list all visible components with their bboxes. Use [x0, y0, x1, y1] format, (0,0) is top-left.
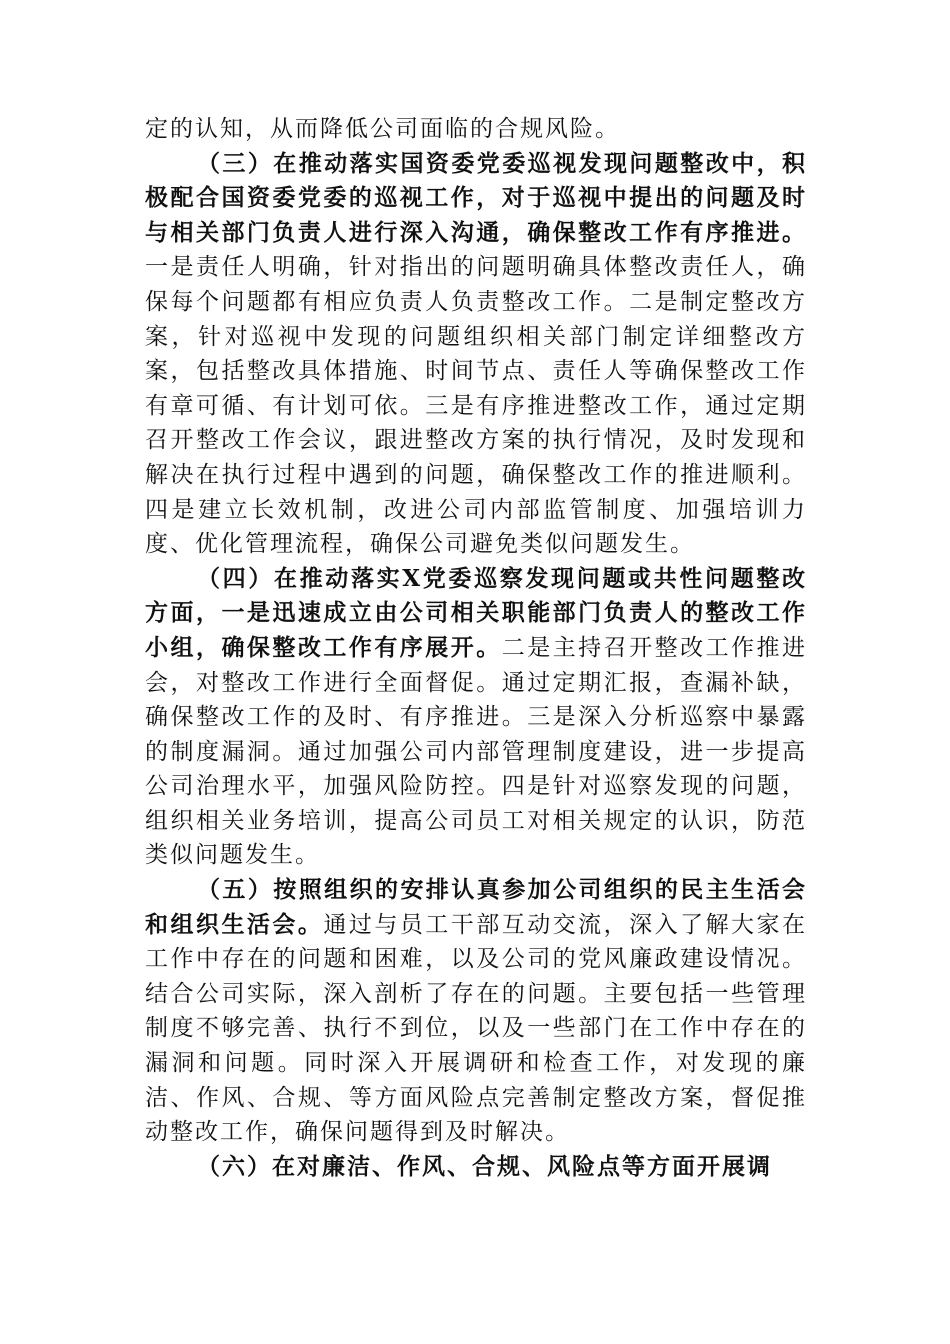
paragraph-section-4	[145, 562, 807, 873]
paragraph-section-5	[145, 873, 807, 1150]
paragraph-lead: （五）按照组织的安排认真参加公司组织的民主生活会和组织生活会。	[145, 876, 807, 938]
paragraph-text: 一是责任人明确，针对指出的问题明确具体整改责任人，确保每个问题都有相应负责人负责整改工作。二是制定整改方案，针对巡视中发现的问题组织相关部门制定详细整改方案，包括整改具体措施、时间节点、责任人等确保整改工作有章可循、有计划可依。三是有序推进整改工作，通过定期召开整改工作会议，跟进整改方案的执行情况，及时发现和解决在执行过程中遇到的问题，确保整改工作的推进顺利。四是建立长效机制，改进公司内部监管制度、加强培训力度、优化管理流程，确保公司避免类似问题发生。	[145, 254, 807, 558]
paragraph-text: 定的认知，从而降低公司面临的合规风险。	[145, 116, 620, 142]
paragraph-text: 通过与员工干部互动交流，深入了解大家在工作中存在的问题和困难，以及公司的党风廉政建设情况。结合公司实际，深入剖析了存在的问题。主要包括一些管理制度不够完善、执行不到位，以及一些部门在工作中存在的漏洞和问题。同时深入开展调研和检查工作，对发现的廉洁、作风、合规、等方面风险点完善制定整改方案，督促推动整改工作，确保问题得到及时解决。	[145, 911, 808, 1146]
paragraph-lead: （三）在推动落实国资委党委巡视发现问题整改中，积极配合国资委党委的巡视工作，对于巡视中提出的问题及时与相关部门负责人进行深入沟通，确保整改工作有序推进。	[145, 149, 807, 246]
paragraph-text: 二是主持召开整改工作推进会，对整改工作进行全面督促。通过定期汇报，查漏补缺，确保整改工作的及时、有序推进。三是深入分析巡察中暴露的制度漏洞。通过加强公司内部管理制度建设，进一步提高公司治理水平，加强风险防控。四是针对巡察发现的问题，组织相关业务培训，提高公司员工对相关规定的认识，防范类似问题发生。	[145, 634, 808, 869]
paragraph-section-6	[145, 1150, 807, 1185]
paragraph-lead: （六）在对廉洁、作风、合规、风险点等方面开展调	[197, 1152, 772, 1180]
document-body	[145, 112, 807, 1184]
paragraph-section-3	[145, 147, 807, 562]
paragraph-lead: （四）在推动落实X党委巡察发现问题或共性问题整改方面，一是迅速成立由公司相关职能部门负责人的整改工作小组，确保整改工作有序展开。	[145, 564, 807, 661]
paragraph-continuation	[145, 112, 807, 147]
